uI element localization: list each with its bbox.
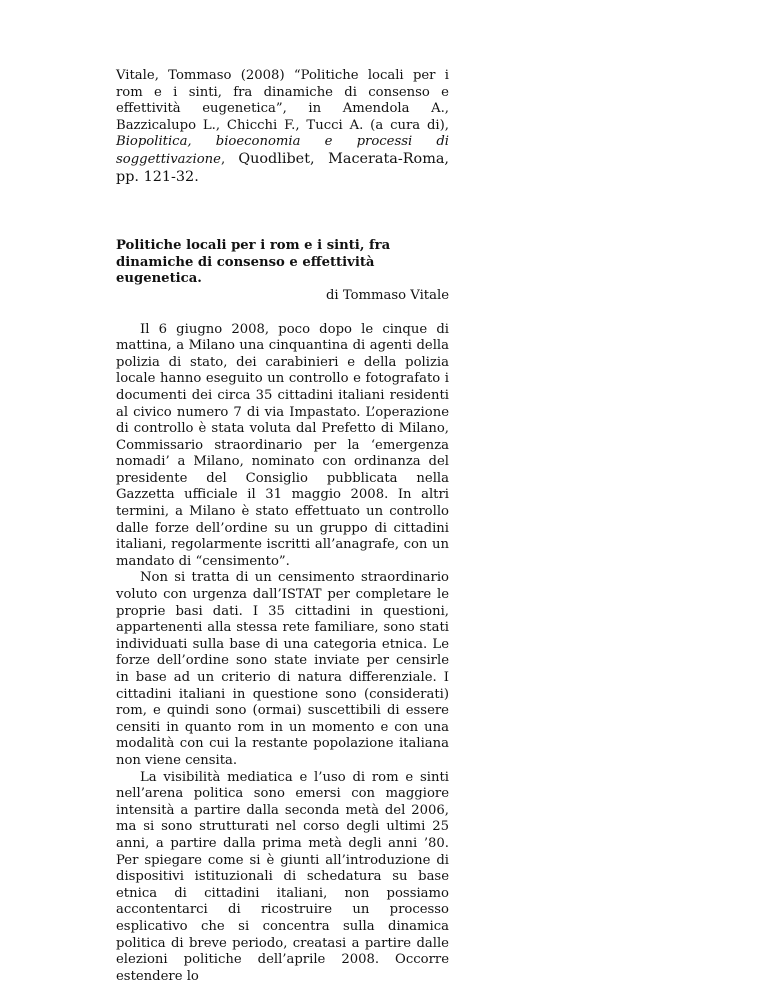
citation-authors-and-title: Vitale, Tommaso (2008) “Politiche locali per i rom e i sinti, fra dinamiche di consenso e effettività eugenetica”, in Amendola A., Bazzicalupo L., Chicchi F., Tucci A. (a cura di), — [116, 68, 449, 133]
document-page — [116, 68, 449, 985]
bibliographic-citation: Vitale, Tommaso (2008) “Politiche locali per i rom e i sinti, fra dinamiche di consenso e effettività eugenetica”, in Amendola A., Bazzicalupo L., Chicchi F., Tucci A. (a cura di), Biopolitica, bioeconomia e processi di soggettivazione, Quodlibet, Macerata-Roma, pp. 121-32. — [116, 68, 450, 185]
body-paragraph: Il 6 giugno 2008, poco dopo le cinque di mattina, a Milano una cinquantina di agenti della polizia di stato, dei carabinieri e della polizia locale hanno eseguito un controllo e fotografato i documenti dei circa 35 cittadini italiani residenti al civico numero 7 di via Impastato. L’operazione di controllo è stata voluta dal Prefetto di Milano, Commissario straordinario per la ‘emergenza nomadi’ a Milano, nominato con ordinanza del presidente del Consiglio pubblicata nella Gazzetta ufficiale il 31 maggio 2008. In altri termini, a Milano è stato effettuato un controllo dalle forze dell’ordine su un gruppo di cittadini italiani, regolarmente iscritti all’anagrafe, con un mandato di “censimento”. — [116, 321, 449, 569]
citation-book-title: Biopolitica, bioeconomia e processi di soggettivazione — [116, 134, 449, 167]
body-paragraph: La visibilità mediatica e l’uso di rom e sinti nell’arena politica sono emersi con maggiore intensità a partire dalla seconda metà del 2006, ma si sono strutturati nel corso degli ultimi 25 anni, a partire dalla prima metà degli anni ’80. Per spiegare come si è giunti all’introduzione di dispositivi istituzionali di schedatura su base etnica di cittadini italiani, non possiamo accontentarci di ricostruire un processo esplicativo che si concentra sulla dinamica politica di breve periodo, creatasi a partire dalle elezioni politiche dell’aprile 2008. Occorre estendere lo — [116, 769, 449, 984]
article-title: Politiche locali per i rom e i sinti, fra dinamiche di consenso e effettività eugenetica. — [116, 238, 391, 287]
article-byline: di Tommaso Vitale — [325, 287, 449, 303]
citation-publisher: Quodlibet, Macerata-Roma, pp. 121-32. — [116, 150, 450, 185]
article-body — [116, 322, 449, 986]
body-paragraph: Non si tratta di un censimento straordinario voluto con urgenza dall’ISTAT per completare le proprie basi dati. I 35 cittadini in questioni, appartenenti alla stessa rete familiare, sono stati individuati sulla base di una categoria etnica. Le forze dell’ordine sono state inviate per censirle in base ad un criterio di natura differenziale. I cittadini italiani in questione sono (considerati) rom, e quindi sono (ormai) suscettibili di essere censiti in quanto rom in un momento e con una modalità con cui la restante popolazione italiana non viene censita. — [116, 570, 449, 768]
